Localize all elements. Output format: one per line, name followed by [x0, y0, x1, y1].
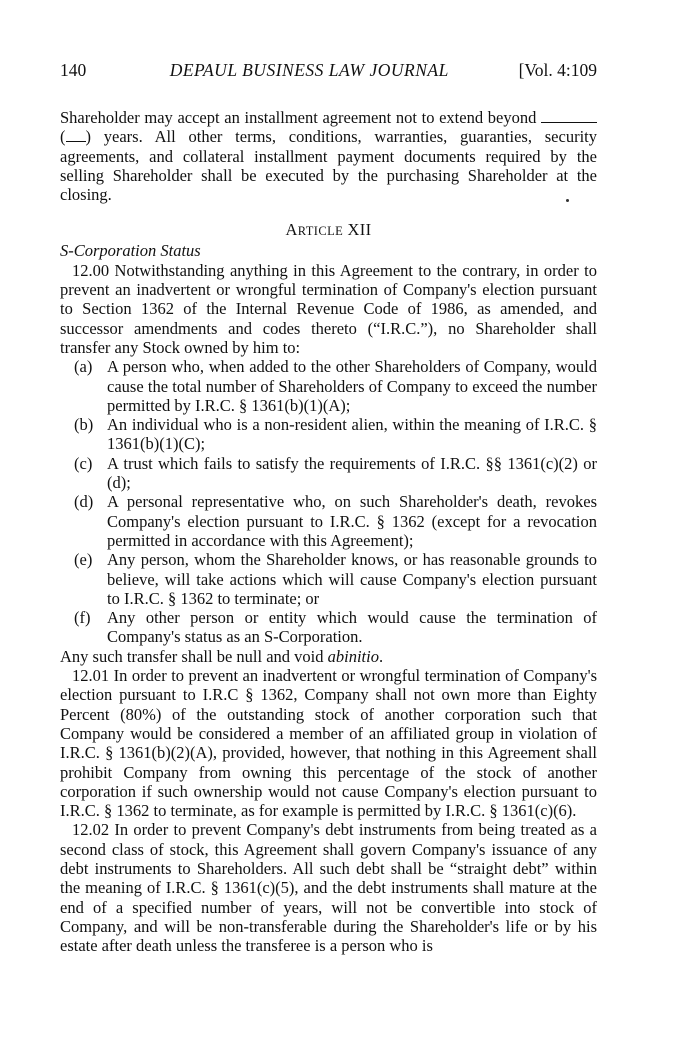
transfer-void-sentence — [60, 647, 597, 666]
list-item-text: Any person, whom the Shareholder knows, or has reasonable grounds to believe, will take actions which will cause Company's election pursuant to I.R.C. § 1362 to terminate; or — [107, 550, 597, 608]
carryover-paragraph — [60, 108, 597, 204]
article-word-initial: A — [285, 220, 298, 240]
void-sentence-period: . — [378, 646, 384, 666]
running-header — [60, 60, 597, 86]
list-marker: (b) — [74, 415, 94, 435]
scan-speck — [566, 199, 569, 202]
list-item-text: A personal representative who, on such Shareholder's death, revokes Company's election pursuant to I.R.C. § 1362 (except for a revocation permitted in accordance with this Agreement); — [107, 492, 597, 550]
carryover-paren: ( — [60, 127, 66, 147]
transfer-restriction-list — [60, 357, 597, 646]
list-item-f — [60, 608, 597, 647]
list-item-text: An individual who is a non-resident alien, within the meaning of I.R.C. § 1361(b)(1)(C); — [107, 415, 597, 454]
paragraph-12-00: 12.00 Notwithstanding anything in this Agreement to the contrary, in order to prevent an inadvertent or wrongful termination of Company's election pursuant to Section 1362 of the Internal Revenue Code of 1986, as amended, and successor amendments and codes thereto (“I.R.C.”), no Shareholder shall transfer any Stock owned by him to: — [60, 260, 597, 357]
void-sentence-latin: abinitio — [327, 646, 379, 666]
void-sentence-text: Any such transfer shall be null and void — [60, 646, 328, 666]
list-item-text: A person who, when added to the other Shareholders of Company, would cause the total number of Shareholders of Company to exceed the number permitted by I.R.C. § 1361(b)(1)(A); — [107, 357, 597, 415]
paragraph-12-02: 12.02 In order to prevent Company's debt instruments from being treated as a second class of stock, this Agreement shall govern Company's issuance of any debt instruments to Shareholders. All such debt shall be “straight debt” within the meaning of I.R.C. § 1361(c)(5), and the debt instruments shall mature at the end of a specified number of years, will not be convertible into stock of Company, and will be non-transferable during the Shareholder's life or by his estate after death unless the transferee is a person who is — [60, 820, 597, 956]
article-heading — [60, 220, 597, 241]
list-marker: (d) — [74, 492, 94, 512]
body-text — [60, 108, 597, 955]
list-marker: (a) — [74, 357, 93, 377]
list-marker: (e) — [74, 550, 93, 570]
list-item-d — [60, 492, 597, 550]
paragraph-12-01: 12.01 In order to prevent an inadvertent or wrongful termination of Company's election pursuant to I.R.C § 1362, Company shall not own more than Eighty Percent (80%) of the outstanding stock of another corporation such that Company would be considered a member of an affiliated group in violation of I.R.C. § 1361(b)(2)(A), provided, however, that nothing in this Agreement shall prohibit Company from owning this percentage of the stock of another corporation if such ownership would not cause Company's election pursuant to I.R.C. § 1362 to terminate, as for example is permitted by I.R.C. § 1361(c)(6). — [60, 666, 597, 821]
list-item-c — [60, 454, 597, 493]
document-page — [60, 60, 597, 955]
section-title: S-Corporation Status — [60, 241, 201, 261]
list-marker: (f) — [74, 608, 91, 628]
blank-line-years-words — [541, 111, 597, 123]
carryover-text-1: Shareholder may accept an installment agreement not to extend beyond — [60, 108, 537, 127]
list-item-e — [60, 550, 597, 608]
list-item-text: Any other person or entity which would cause the termination of Company's status as an S-Corporation. — [107, 608, 597, 647]
list-marker: (c) — [74, 453, 93, 473]
list-item-text: A trust which fails to satisfy the requirements of I.R.C. §§ 1361(c)(2) or (d); — [107, 453, 597, 493]
volume-citation: [Vol. 4:109 — [518, 60, 597, 80]
list-item-b — [60, 415, 597, 454]
journal-title: DEPAUL BUSINESS LAW JOURNAL — [169, 60, 449, 80]
page-number: 140 — [60, 60, 87, 80]
article-number: XII — [347, 220, 372, 240]
article-word-rest: RTICLE — [297, 224, 344, 239]
blank-line-years-number — [66, 130, 86, 142]
carryover-text-2: ) years. All other terms, conditions, warranties, guaranties, security agreements, and collateral installment payment documents required by the selling Shareholder shall be executed by the purchasing Shareholder at the closing. — [60, 127, 597, 205]
list-item-a — [60, 357, 597, 415]
